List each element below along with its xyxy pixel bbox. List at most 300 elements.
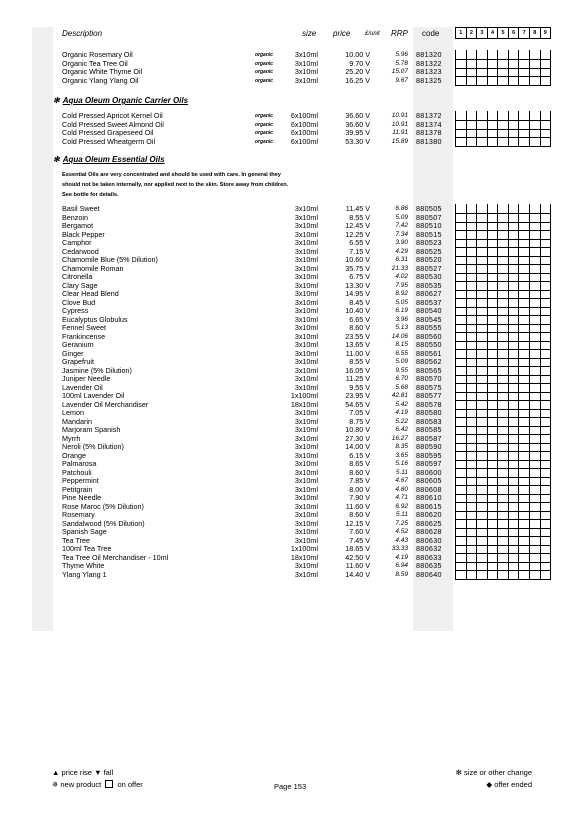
product-size: 3x10ml [294, 67, 318, 76]
product-description: Marjoram Spanish [62, 425, 121, 434]
product-description: Frankincense [62, 331, 106, 341]
product-rrp: 3.65 [395, 451, 408, 459]
product-code: 880570 [416, 374, 442, 383]
product-size: 3x10ml [294, 255, 318, 264]
product-size: 3x10ml [294, 75, 318, 85]
product-description: Organic Tea Tree Oil [62, 58, 128, 68]
legend-offer-ended [486, 780, 532, 789]
product-code: 880577 [416, 391, 442, 400]
product-code: 880523 [416, 238, 442, 247]
order-column-header: 6 [508, 27, 519, 39]
product-size: 3x10ml [294, 493, 318, 502]
order-quantity-cell[interactable] [540, 76, 552, 86]
header-rrp: RRP [391, 29, 408, 38]
triangle-up-icon: ▲ [52, 768, 60, 777]
product-rrp: 10.91 [391, 120, 408, 128]
product-description: Benzoin [62, 212, 88, 222]
product-code: 880635 [416, 561, 442, 570]
product-size: 6x100ml [290, 111, 318, 120]
order-quantity-cell[interactable] [508, 76, 519, 86]
product-price: 10.40 V [345, 306, 370, 315]
product-rrp: 4.19 [395, 409, 408, 416]
product-size: 3x10ml [294, 58, 318, 68]
product-size: 3x10ml [294, 297, 318, 307]
order-cells [455, 76, 551, 86]
essential-oils-warning: Essential Oils are very concentrated and should be used with care. In general they should not be taken internally, nor applied next to the skin. Store away from children. See bottle for details. [62, 172, 289, 198]
product-code: 880520 [416, 255, 442, 264]
order-quantity-cell[interactable] [487, 137, 498, 147]
product-size: 6x100ml [290, 136, 318, 146]
product-price: 16.25 V [345, 75, 370, 85]
product-size: 3x10ml [294, 569, 318, 579]
product-price: 10.80 V [345, 425, 370, 434]
order-quantity-cell[interactable] [455, 570, 466, 580]
product-size: 3x10ml [294, 459, 318, 468]
product-size: 3x10ml [294, 280, 318, 290]
product-rrp: 6.19 [395, 307, 408, 314]
triangle-down-icon: ▼ [94, 768, 102, 777]
product-size: 3x10ml [294, 501, 318, 511]
product-size: 3x10ml [294, 408, 318, 417]
product-row [0, 76, 585, 86]
section-essential-oils [53, 155, 165, 167]
product-code: 880515 [416, 229, 442, 239]
product-description: Tea Tree [62, 535, 90, 545]
product-code: 880565 [416, 365, 442, 375]
legend-price-rise: price rise [61, 768, 92, 777]
product-price: 27.30 V [345, 433, 370, 443]
product-code: 881322 [416, 58, 442, 68]
new-product-icon: ✵ [52, 780, 59, 789]
product-code: 880605 [416, 476, 442, 485]
header-code: code [422, 29, 440, 38]
product-rrp: 3.90 [395, 239, 408, 246]
product-row [0, 570, 585, 580]
product-code: 880630 [416, 535, 442, 545]
product-size: 3x10ml [294, 374, 318, 383]
product-code: 880600 [416, 467, 442, 477]
product-rrp: 5.16 [395, 460, 408, 467]
product-price: 13.65 V [345, 340, 370, 349]
product-rrp: 7.25 [395, 519, 408, 527]
product-code: 880562 [416, 357, 442, 366]
product-description: Neroli (5% Dilution) [62, 442, 124, 451]
product-price: 13.30 V [345, 280, 370, 290]
product-size: 3x10ml [294, 527, 318, 536]
product-code: 880507 [416, 212, 442, 222]
product-description: Cedarwood [62, 246, 99, 256]
product-description: Camphor [62, 238, 92, 247]
order-quantity-cell[interactable] [529, 570, 540, 580]
product-description: Citronella [62, 272, 93, 281]
order-column-header: 8 [529, 27, 540, 39]
product-code: 880597 [416, 459, 442, 468]
product-size: 3x10ml [294, 229, 318, 239]
product-price: 8.75 V [349, 416, 370, 426]
order-quantity-cell[interactable] [476, 137, 487, 147]
product-size: 3x10ml [294, 272, 318, 281]
product-description: Spanish Sage [62, 527, 107, 536]
product-price: 8.55 V [349, 357, 370, 366]
product-description: Palmarosa [62, 459, 97, 468]
product-price: 6.75 V [349, 272, 370, 281]
product-rrp: 6.42 [395, 426, 408, 433]
product-size: 3x10ml [294, 382, 318, 392]
organic-tag: organic [255, 130, 274, 136]
product-size: 3x10ml [294, 510, 318, 519]
product-code: 880640 [416, 569, 442, 579]
product-rrp: 5.11 [395, 511, 408, 518]
product-description: Organic Ylang Ylang Oil [62, 75, 139, 85]
product-rrp: 7.34 [395, 230, 408, 238]
legend-on-offer: on offer [117, 780, 143, 789]
product-code: 881378 [416, 128, 442, 137]
product-code: 880545 [416, 314, 442, 324]
product-description: Cold Pressed Wheatgerm Oil [62, 136, 156, 146]
order-quantity-cell[interactable] [497, 137, 508, 147]
product-size: 3x10ml [294, 425, 318, 434]
product-size: 3x10ml [294, 306, 318, 315]
product-price: 11.60 V [345, 501, 370, 511]
product-size: 3x10ml [294, 263, 318, 273]
order-column-header: 1 [455, 27, 466, 39]
product-code: 880615 [416, 501, 442, 511]
product-price: 11.25 V [345, 374, 370, 383]
product-rrp: 4.02 [395, 273, 408, 280]
legend-new-product: new product [60, 780, 102, 789]
product-size: 6x100ml [290, 119, 318, 129]
product-description: Ginger [62, 348, 84, 358]
order-quantity-cell[interactable] [508, 570, 519, 580]
product-rrp: 10.91 [391, 112, 408, 119]
product-price: 8.60 V [349, 467, 370, 477]
product-description: Patchouli [62, 467, 92, 477]
product-rrp: 5.68 [395, 383, 408, 391]
product-size: 3x10ml [294, 204, 318, 213]
product-description: Mandarin [62, 416, 92, 426]
square-icon [105, 780, 113, 788]
product-rrp: 15.07 [391, 68, 408, 75]
product-code: 881374 [416, 119, 442, 129]
product-price: 8.65 V [349, 459, 370, 468]
product-size: 3x10ml [294, 450, 318, 460]
order-quantity-cell[interactable] [476, 570, 487, 580]
product-rrp: 15.89 [391, 137, 408, 145]
product-code: 880595 [416, 450, 442, 460]
product-price: 23.95 V [345, 391, 370, 400]
product-code: 880587 [416, 433, 442, 443]
product-price: 8.60 V [349, 323, 370, 332]
product-rrp: 8.15 [395, 341, 408, 348]
product-size: 3x10ml [294, 518, 318, 528]
product-code: 881325 [416, 75, 442, 85]
section-carrier-title: Aqua Oleum Organic Carrier Oils [62, 96, 189, 105]
legend-price-fall: fall [103, 768, 114, 777]
product-code: 880608 [416, 484, 442, 494]
page-number: Page 153 [274, 782, 307, 791]
product-rrp: 5.22 [395, 417, 408, 425]
product-rrp: 5.11 [395, 468, 408, 476]
product-code: 880580 [416, 408, 442, 417]
product-code: 880620 [416, 510, 442, 519]
product-description: Petitgrain [62, 484, 93, 494]
product-rrp: 7.42 [395, 222, 408, 229]
organic-tag: organic [255, 77, 274, 84]
product-rrp: 11.91 [392, 129, 408, 136]
organic-tag: organic [255, 52, 274, 58]
order-quantity-cell[interactable] [518, 570, 529, 580]
legend-size-change-text: size or other change [464, 768, 532, 777]
product-price: 7.90 V [349, 493, 370, 502]
product-size: 3x10ml [294, 314, 318, 324]
product-description: Myrrh [62, 433, 81, 443]
product-code: 880555 [416, 323, 442, 332]
product-description: 100ml Lavender Oil [62, 391, 125, 400]
order-cells [455, 137, 551, 147]
legend-size-change [456, 768, 532, 777]
product-code: 880578 [416, 399, 442, 409]
product-price: 11.45 V [345, 204, 370, 213]
product-price: 7.60 V [349, 527, 370, 536]
product-code: 880633 [416, 552, 442, 562]
header-price: price [333, 29, 351, 38]
product-rrp: 4.19 [395, 553, 408, 561]
product-price: 12.25 V [345, 229, 370, 239]
product-price: 11.00 V [345, 348, 370, 358]
product-description: Eucalyptus Globulus [62, 314, 128, 324]
product-price: 10.00 V [345, 50, 370, 59]
product-size: 3x10ml [294, 535, 318, 545]
order-quantity-cell[interactable] [466, 76, 477, 86]
product-size: 3x10ml [294, 289, 318, 298]
product-rrp: 6.86 [395, 205, 408, 212]
product-description: Rose Maroc (5% Dilution) [62, 501, 144, 511]
product-size: 3x10ml [294, 246, 318, 256]
product-description: Cold Pressed Apricot Kernel Oil [62, 111, 163, 120]
product-rrp: 8.35 [395, 443, 408, 450]
product-code: 880590 [416, 442, 442, 451]
legend-price [52, 768, 113, 777]
product-rrp: 4.52 [395, 528, 408, 535]
product-price: 12.15 V [345, 518, 370, 528]
order-column-header: 2 [466, 27, 477, 39]
order-column-header: 4 [487, 27, 498, 39]
product-size: 3x10ml [294, 433, 318, 443]
product-size: 3x10ml [294, 357, 318, 366]
product-price: 8.45 V [349, 297, 370, 307]
product-price: 54.65 V [345, 399, 370, 409]
product-rrp: 4.80 [395, 485, 408, 493]
product-size: 3x10ml [294, 340, 318, 349]
product-description: Fennel Sweet [62, 323, 106, 332]
product-description: Grapefruit [62, 357, 94, 366]
product-price: 36.60 V [345, 111, 370, 120]
product-rrp: 6.94 [395, 562, 408, 569]
product-rrp: 8.59 [395, 570, 408, 578]
product-size: 3x10ml [294, 365, 318, 375]
product-description: Ylang Ylang 1 [62, 569, 107, 579]
organic-tag: organic [255, 69, 274, 75]
order-column-header: 7 [518, 27, 529, 39]
product-description: Clary Sage [62, 280, 98, 290]
product-price: 6.15 V [349, 450, 370, 460]
order-quantity-cell[interactable] [466, 570, 477, 580]
product-code: 881323 [416, 67, 442, 76]
product-rrp: 5.42 [395, 400, 408, 408]
product-description: Rosemary [62, 510, 95, 519]
product-price: 42.50 V [345, 552, 370, 562]
product-rrp: 6.92 [395, 502, 408, 510]
product-price: 14.00 V [345, 442, 370, 451]
product-size: 18x10ml [290, 552, 318, 562]
order-quantity-cell[interactable] [466, 137, 477, 147]
organic-tag: organic [255, 138, 274, 145]
product-size: 1x100ml [290, 391, 318, 400]
product-price: 11.60 V [345, 561, 370, 570]
product-rrp: 6.70 [395, 375, 408, 382]
product-code: 880510 [416, 221, 442, 230]
product-description: Cold Pressed Grapeseed Oil [62, 128, 154, 137]
product-size: 3x10ml [294, 212, 318, 222]
product-price: 14.40 V [345, 569, 370, 579]
order-quantity-cell[interactable] [508, 137, 519, 147]
legend-new [52, 780, 143, 789]
product-description: Lavender Oil Merchandiser [62, 399, 149, 409]
product-description: Bergamot [62, 221, 94, 230]
product-code: 880625 [416, 518, 442, 528]
product-size: 3x10ml [294, 331, 318, 341]
product-description: Lemon [62, 408, 84, 417]
product-price: 6.55 V [349, 238, 370, 247]
diamond-icon: ◆ [486, 780, 493, 789]
product-code: 881372 [416, 111, 442, 120]
asterisk-icon: ✻ [455, 768, 462, 777]
section-essential-title: Aqua Oleum Essential Oils [62, 155, 165, 164]
product-description: Orange [62, 450, 86, 460]
order-quantity-cell[interactable] [497, 76, 508, 86]
product-description: Organic Rosemary Oil [62, 50, 133, 59]
product-rrp: 5.78 [395, 59, 408, 67]
product-size: 3x10ml [294, 348, 318, 358]
product-description: Clove Bud [62, 297, 96, 307]
product-rrp: 21.33 [391, 264, 408, 272]
product-code: 880530 [416, 272, 442, 281]
product-code: 880525 [416, 246, 442, 256]
order-column-header: 3 [476, 27, 487, 39]
product-rrp: 4.67 [395, 477, 408, 484]
product-price: 9.55 V [349, 382, 370, 392]
product-price: 36.60 V [345, 119, 370, 129]
section-carrier-oils [53, 96, 188, 108]
product-rrp: 42.81 [391, 392, 408, 399]
order-quantity-cell[interactable] [529, 137, 540, 147]
product-code: 880583 [416, 416, 442, 426]
product-price: 7.15 V [349, 246, 370, 256]
product-rrp: 33.33 [391, 545, 408, 552]
organic-tag: organic [255, 60, 274, 67]
order-quantity-cell[interactable] [540, 570, 552, 580]
product-description: Cypress [62, 306, 89, 315]
product-description: Sandalwood (5% Dilution) [62, 518, 145, 528]
order-quantity-cell[interactable] [476, 76, 487, 86]
product-price: 9.70 V [349, 58, 370, 68]
product-price: 14.95 V [345, 289, 370, 298]
product-rrp: 5.96 [395, 51, 408, 58]
product-code: 880560 [416, 331, 442, 341]
product-description: Clear Head Blend [62, 289, 119, 298]
order-quantity-cell[interactable] [518, 137, 529, 147]
product-rrp: 5.13 [395, 324, 408, 331]
product-price: 25.20 V [345, 67, 370, 76]
product-code: 880627 [416, 289, 442, 298]
order-quantity-cell[interactable] [487, 570, 498, 580]
product-description: Organic White Thyme Oil [62, 67, 143, 76]
product-price: 7.85 V [349, 476, 370, 485]
order-quantity-cell[interactable] [497, 570, 508, 580]
header-size: size [302, 29, 317, 38]
product-price: 18.65 V [345, 544, 370, 553]
product-description: Basil Sweet [62, 204, 100, 213]
product-price: 8.60 V [349, 510, 370, 519]
product-size: 3x10ml [294, 467, 318, 477]
product-description: Cold Pressed Sweet Almond Oil [62, 119, 164, 129]
product-rrp: 9.67 [395, 76, 408, 84]
order-quantity-cell[interactable] [518, 76, 529, 86]
product-price: 7.05 V [349, 408, 370, 417]
product-size: 3x10ml [294, 50, 318, 59]
header-description: Description [62, 29, 103, 38]
order-quantity-cell[interactable] [455, 137, 466, 147]
product-rrp: 9.55 [395, 366, 408, 374]
product-size: 3x10ml [294, 442, 318, 451]
product-code: 880628 [416, 527, 442, 536]
product-rrp: 8.92 [395, 290, 408, 297]
product-description: Jasmine (5% Dilution) [62, 365, 132, 375]
order-quantity-cell[interactable] [455, 76, 466, 86]
product-code: 881380 [416, 136, 442, 146]
product-price: 6.65 V [349, 314, 370, 324]
product-code: 880535 [416, 280, 442, 290]
product-code: 880575 [416, 382, 442, 392]
product-code: 880540 [416, 306, 442, 315]
product-description: 100ml Tea Tree [62, 544, 112, 553]
star-icon: ✻ [53, 155, 60, 164]
product-rrp: 6.55 [395, 349, 408, 357]
product-description: Chamomile Roman [62, 263, 124, 273]
product-description: Chamomile Blue (5% Dilution) [62, 255, 158, 264]
order-column-header: 5 [497, 27, 508, 39]
legend-offer-ended-text: offer ended [494, 780, 532, 789]
product-code: 880632 [416, 544, 442, 553]
order-cells [455, 570, 551, 580]
product-size: 3x10ml [294, 561, 318, 570]
product-size: 3x10ml [294, 323, 318, 332]
product-description: Lavender Oil [62, 382, 103, 392]
product-rrp: 7.95 [395, 281, 408, 289]
product-size: 1x100ml [290, 544, 318, 553]
order-grid-header [455, 27, 551, 39]
star-icon: ✻ [53, 96, 60, 105]
order-quantity-cell[interactable] [529, 76, 540, 86]
product-code: 880527 [416, 263, 442, 273]
order-quantity-cell[interactable] [487, 76, 498, 86]
product-rrp: 4.71 [395, 494, 408, 501]
product-price: 12.45 V [345, 221, 370, 230]
product-code: 880585 [416, 425, 442, 434]
order-quantity-cell[interactable] [540, 137, 552, 147]
product-rrp: 6.31 [395, 256, 408, 263]
product-size: 3x10ml [294, 238, 318, 247]
